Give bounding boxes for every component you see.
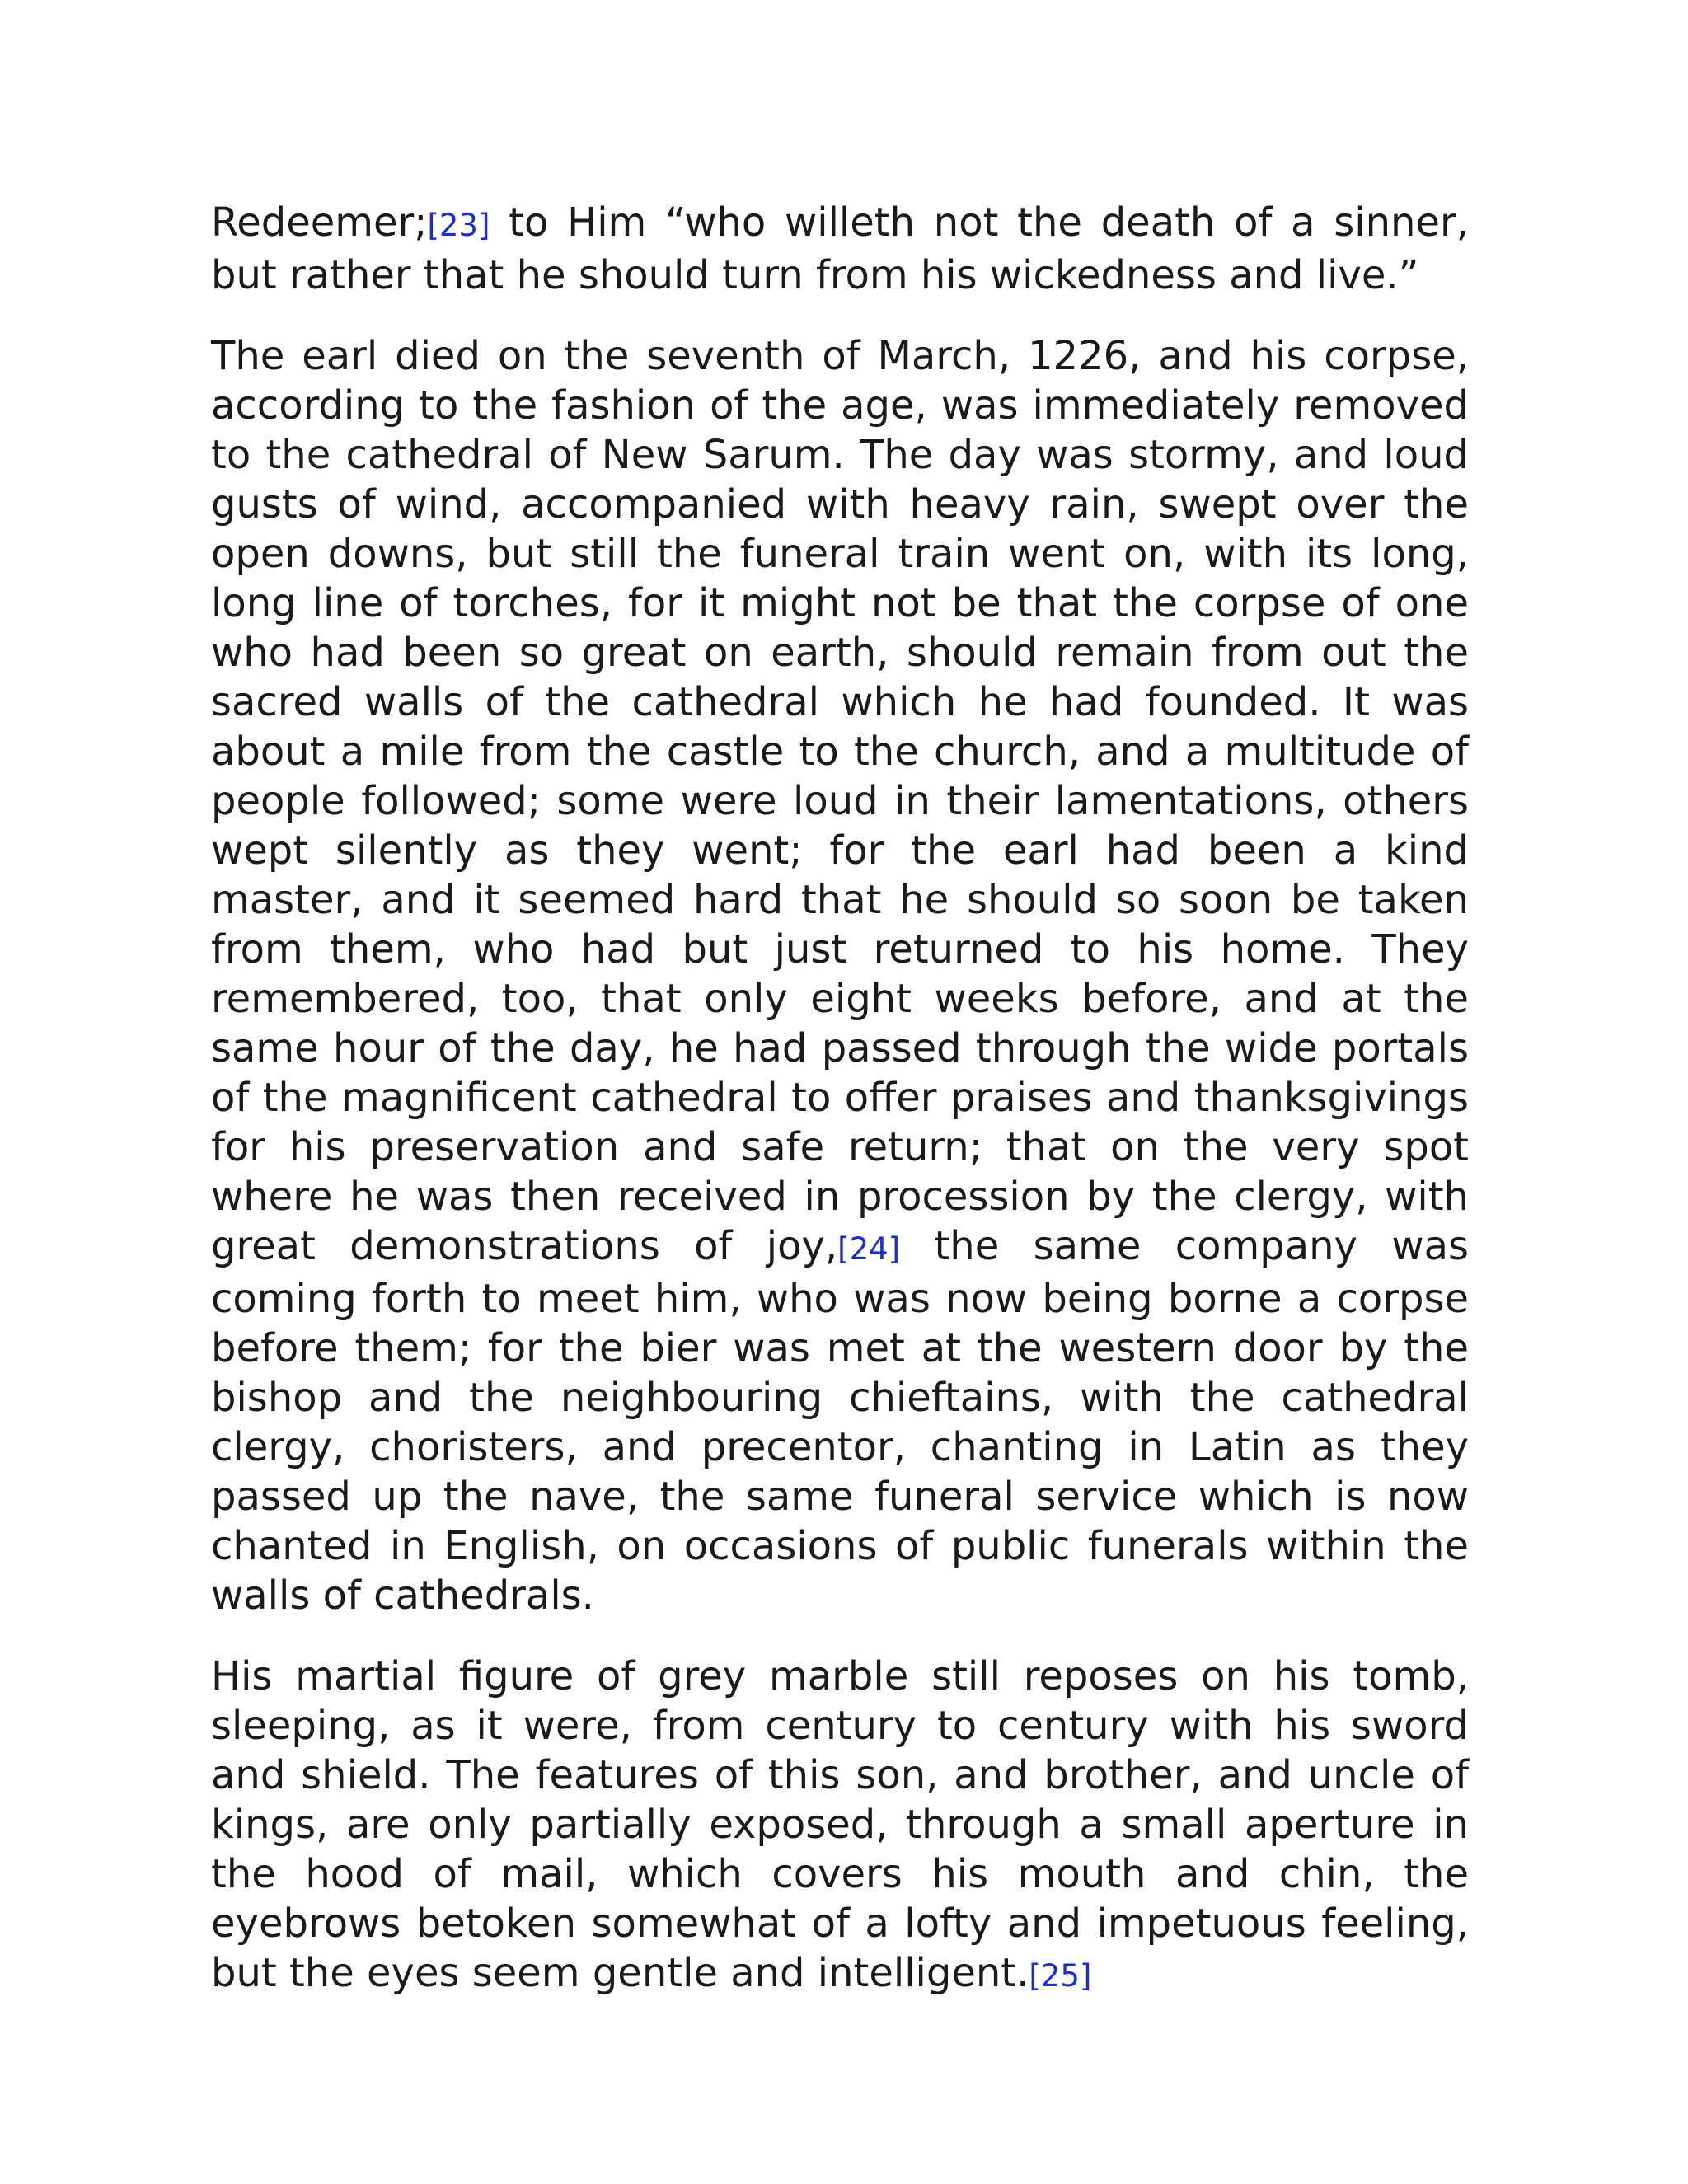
- footnote-link-23[interactable]: [23]: [427, 208, 490, 243]
- paragraph-text: the same company was coming forth to meet him, who was now being borne a corpse before them; for the bier was met at the western door by the bishop and the neighbouring chieftains, with the cathedral clergy, choristers, and precentor, chanting in Latin as they passed up the nave, the same funeral service which is now chanted in English, on occasions of public funerals within the walls of cathedrals.: [211, 1223, 1470, 1619]
- paragraph-1: [211, 198, 1469, 300]
- paragraph-text: Redeemer;: [211, 199, 428, 246]
- footnote-link-24[interactable]: [24]: [837, 1231, 901, 1267]
- document-page: [211, 198, 1469, 2032]
- paragraph-3: [211, 1652, 1469, 2001]
- paragraph-text: The earl died on the seventh of March, 1226, and his corpse, according to the fashion of the age, was immediately removed to the cathedral of New Sarum. The day was stormy, and loud gusts of wind, accompanied with heavy rain, swept over the open downs, but still the funeral train went on, with its long, long line of torches, for it might not be that the corpse of one who had been so great on earth, should remain from out the sacred walls of the cathedral which he had founded. It was about a mile from the castle to the church, and a multitude of people followed; some were loud in their lamentations, others wept silently as they went; for the earl had been a kind master, and it seemed hard that he should so soon be taken from them, who had but just returned to his home. They remembered, too, that only eight weeks before, and at the same hour of the day, he had passed through the wide portals of the magnificent cathedral to offer praises and thanksgivings for his preservation and safe return; that on the very spot where he was then received in procession by the clergy, with great demonstrations of joy,: [211, 333, 1469, 1269]
- paragraph-text: to Him “who willeth not the death of a sinner, but rather that he should turn from his wickedness and live.”: [211, 199, 1469, 298]
- paragraph-2: [211, 331, 1469, 1620]
- paragraph-text: His martial figure of grey marble still reposes on his tomb, sleeping, as it were, from century to century with his sword and shield. The features of this son, and brother, and uncle of kings, are only partially exposed, through a small aperture in the hood of mail, which covers his mouth and chin, the eyebrows betoken somewhat of a lofty and impetuous feeling, but the eyes seem gentle and intelligent.: [211, 1653, 1469, 1996]
- footnote-link-25[interactable]: [25]: [1029, 1958, 1092, 1994]
